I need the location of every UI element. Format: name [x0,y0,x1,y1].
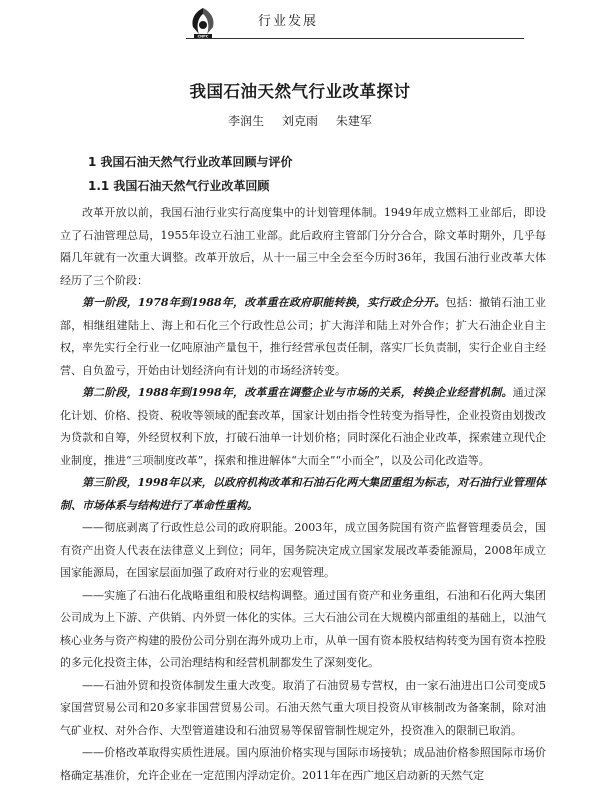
header-divider [186,38,524,39]
stage-2-lead: 第二阶段，1988年到1998年，改革重在调整企业与市场的关系，转换企业经营机制。 [82,386,513,399]
author: 李润生 [228,114,265,128]
paragraph-price: ——价格改革取得实质性进展。国内原油价格实现与国际市场接轨；成品油价格参照国际市场价格确定基准价，允许企业在一定范围内浮动定价。2011年在西广地区启动新的天然气定 [60,746,546,782]
stage-2-body: 通过深化计划、价格、投资、税收等领域的配套改革，国家计划由指令性转变为指导性，企业投资由划拨改为贷款和自筹，外经贸权利下放，打破石油单一计划价格；同时深化石油企业改革，探索建立现代企业制度，推进“三项制度改革”，探索和推进解体“大而全”“小而全”，以及公司化改造等。 [60,386,547,467]
logo-text: CNPC [197,34,209,39]
paragraph-trade: ——石油外贸和投资体制发生重大改变。取消了石油贸易专营权，由一家石油进出口公司变成5家国营贸易公司和20多家非国营贸易公司。石油天然气重大项目投资从审核制改为备案制，除对油气矿业权、对外合作、大型管道建设和石油贸易等保留管制性规定外，投资准入的限制已取消。 [60,678,546,737]
paragraph-stage-1 [60,292,546,382]
page-header [0,0,600,46]
article-body [60,202,546,787]
cnpc-logo-icon [186,6,220,40]
author: 朱建军 [335,114,372,128]
stage-1-body: 包括：撤销石油工业部，相继组建陆上、海上和石化三个行政性总公司；扩大海洋和陆上对外合作；扩大石油企业自主权，率先实行全行业一亿吨原油产量包干，推行经营承包责任制，落实厂长负责制，实行企业自主经营、自负盈亏，开始由计划经济向有计划的市场经济转变。 [60,296,546,377]
author-list [0,112,600,129]
stage-3-lead: 第三阶段，1998年以来，以政府机构改革和石油石化两大集团重组为标志，对石油行业管理体制、市场体系与结构进行了革命性重构。 [60,476,546,512]
section-label: 行业发展 [258,14,319,29]
stage-1-lead: 第一阶段，1978年到1988年，改革重在政府职能转换，实行政企分开。 [82,296,446,309]
paragraph-stage-2 [60,382,546,472]
paragraph-intro: 改革开放以前，我国石油行业实行高度集中的计划管理体制。1949年成立燃料工业部后，即设立了石油管理总局，1955年设立石油工业部。此后政府主管部门分分合合，除文革时期外，几乎每隔几年就有一次重大调整。改革开放后，从十一届三中全会至今历时36年，我国石油行业改革大体经历了三个阶段： [60,206,546,287]
subsection-heading: 1.1 我国石油天然气行业改革回顾 [88,179,270,193]
paragraph-stage-3 [60,472,546,517]
section-heading: 1 我国石油天然气行业改革回顾与评价 [88,155,293,169]
author: 刘克雨 [281,114,318,128]
paragraph-government: ——彻底剥离了行政性总公司的政府职能。2003年，成立国务院国有资产监督管理委员会，国有资产出资人代表在法律意义上到位；同年，国务院决定成立国家发展改革委能源局，2008年成立国家能源局，在国家层面加强了政府对行业的宏观管理。 [60,521,546,579]
article-title: 我国石油天然气行业改革探讨 [189,82,411,101]
paragraph-restructure: ——实施了石油石化战略重组和股权结构调整。通过国有资产和业务重组，石油和石化两大集团公司成为上下游、产供销、内外贸一体化的实体。三大石油公司在大规模内部重组的基础上，以油气核心业务与资产构建的股份公司分别在海外成功上市，从单一国有资本股权结构转变为国有资本控股的多元化投资主体，公司治理结构和经营机制都发生了深刻变化。 [60,588,546,669]
